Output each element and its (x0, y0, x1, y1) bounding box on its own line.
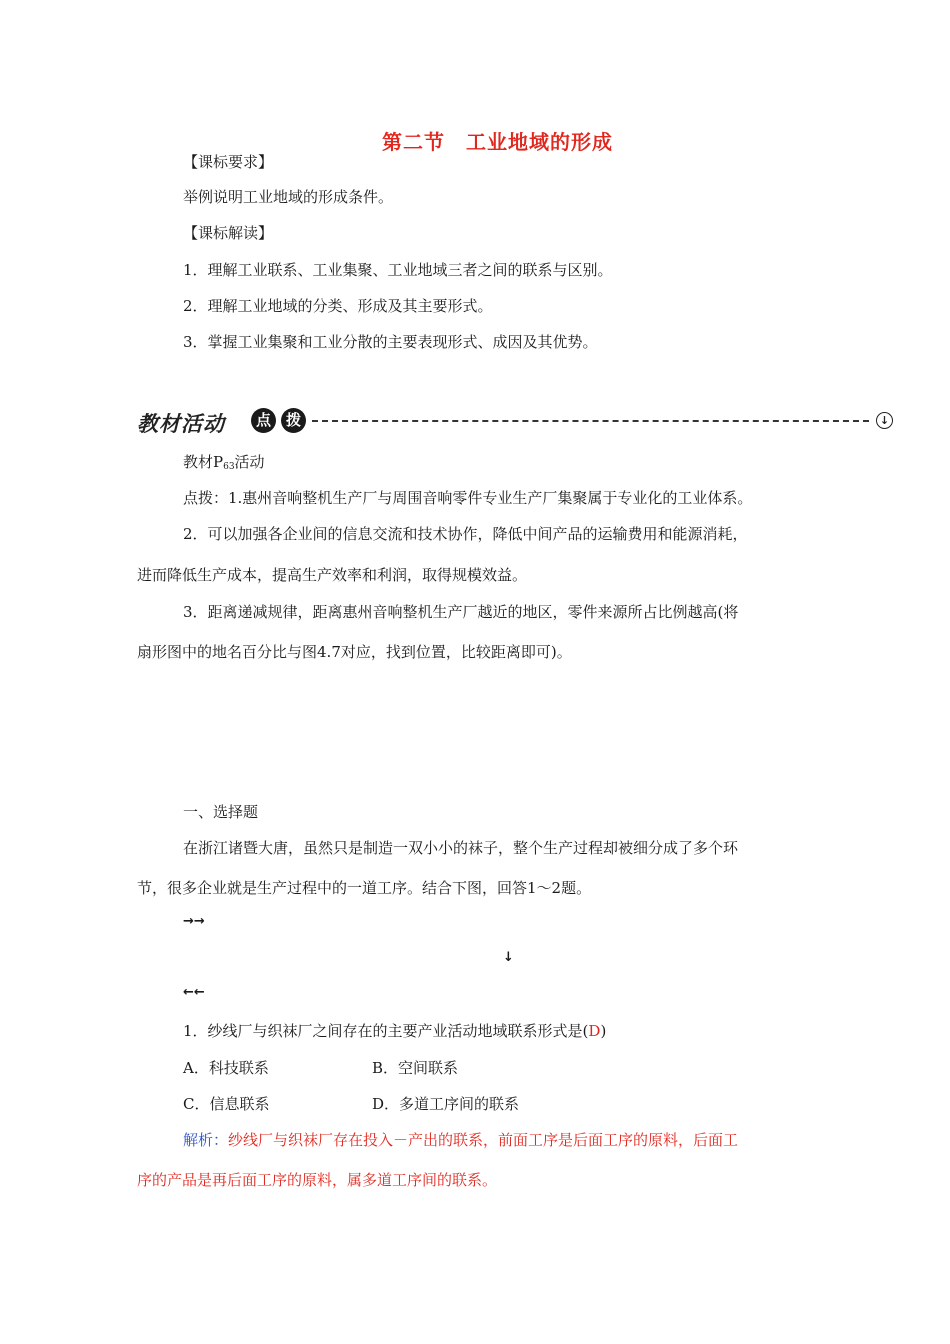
flow-arrows-left: ←← (183, 985, 205, 1000)
question-1-close: ) (600, 1022, 607, 1040)
activity-point-3-line-2: 扇形图中的地名百分比与图4.7对应，找到位置，比较距离即可)。 (137, 643, 572, 661)
interpretation-item-3: 3．掌握工业集聚和工业分散的主要表现形式、成因及其优势。 (183, 333, 598, 351)
activity-ref-page: 63 (223, 462, 235, 472)
banner-label: 教材活动 (137, 412, 225, 436)
option-c: C．信息联系 (183, 1095, 270, 1113)
section-intro-line-1: 在浙江诸暨大唐，虽然只是制造一双小小的袜子，整个生产过程却被细分成了多个环 (183, 839, 739, 857)
question-1-stem (183, 1021, 606, 1041)
section-banner (137, 407, 893, 435)
analysis-label: 解析： (183, 1131, 229, 1149)
question-1-answer: D (588, 1022, 601, 1040)
activity-point-3-line-1: 3．距离递减规律，距离惠州音响整机生产厂越近的地区，零件来源所占比例越高(将 (183, 603, 739, 621)
requirements-heading: 【课标要求】 (183, 153, 274, 171)
circle-down-arrow-icon: ↓ (876, 412, 893, 429)
interpretation-item-2: 2．理解工业地域的分类、形成及其主要形式。 (183, 297, 493, 315)
section-heading: 一、选择题 (183, 803, 259, 821)
section-intro-line-2: 节，很多企业就是生产过程中的一道工序。结合下图，回答1～2题。 (137, 879, 592, 897)
requirements-text: 举例说明工业地域的形成条件。 (183, 188, 394, 206)
analysis-line-1 (183, 1130, 738, 1150)
interpretation-heading: 【课标解读】 (183, 224, 274, 242)
analysis-line-2: 序的产品是再后面工序的原料，属多道工序间的联系。 (137, 1171, 498, 1189)
option-a: A．科技联系 (183, 1059, 269, 1077)
banner-badge-bo: 拨 (281, 408, 306, 433)
interpretation-item-1: 1．理解工业联系、工业集聚、工业地域三者之间的联系与区别。 (183, 261, 613, 279)
option-d: D．多道工序间的联系 (372, 1095, 520, 1113)
option-b: B．空间联系 (372, 1059, 459, 1077)
activity-point-1: 点拨：1.惠州音响整机生产厂与周围音响零件专业生产厂集聚属于专业化的工业体系。 (183, 489, 753, 507)
page-title: 第二节 工业地域的形成 (382, 130, 613, 154)
flow-arrow-down: ↓ (503, 950, 514, 965)
analysis-text-1: 纱线厂与织袜厂存在投入－产出的联系，前面工序是后面工序的原料，后面工 (228, 1131, 739, 1149)
question-1-text: 1．纱线厂与织袜厂之间存在的主要产业活动地域联系形式是( (183, 1022, 589, 1040)
activity-ref-suffix: 活动 (234, 453, 265, 471)
banner-divider (312, 420, 869, 422)
activity-point-2-line-2: 进而降低生产成本，提高生产效率和利润，取得规模效益。 (137, 566, 528, 584)
activity-ref-prefix: 教材P (183, 453, 224, 471)
activity-reference (183, 452, 265, 477)
banner-badge-dian: 点 (251, 408, 276, 433)
activity-point-2-line-1: 2．可以加强各企业间的信息交流和技术协作，降低中间产品的运输费用和能源消耗， (183, 525, 748, 543)
flow-arrows-right: →→ (183, 914, 205, 929)
